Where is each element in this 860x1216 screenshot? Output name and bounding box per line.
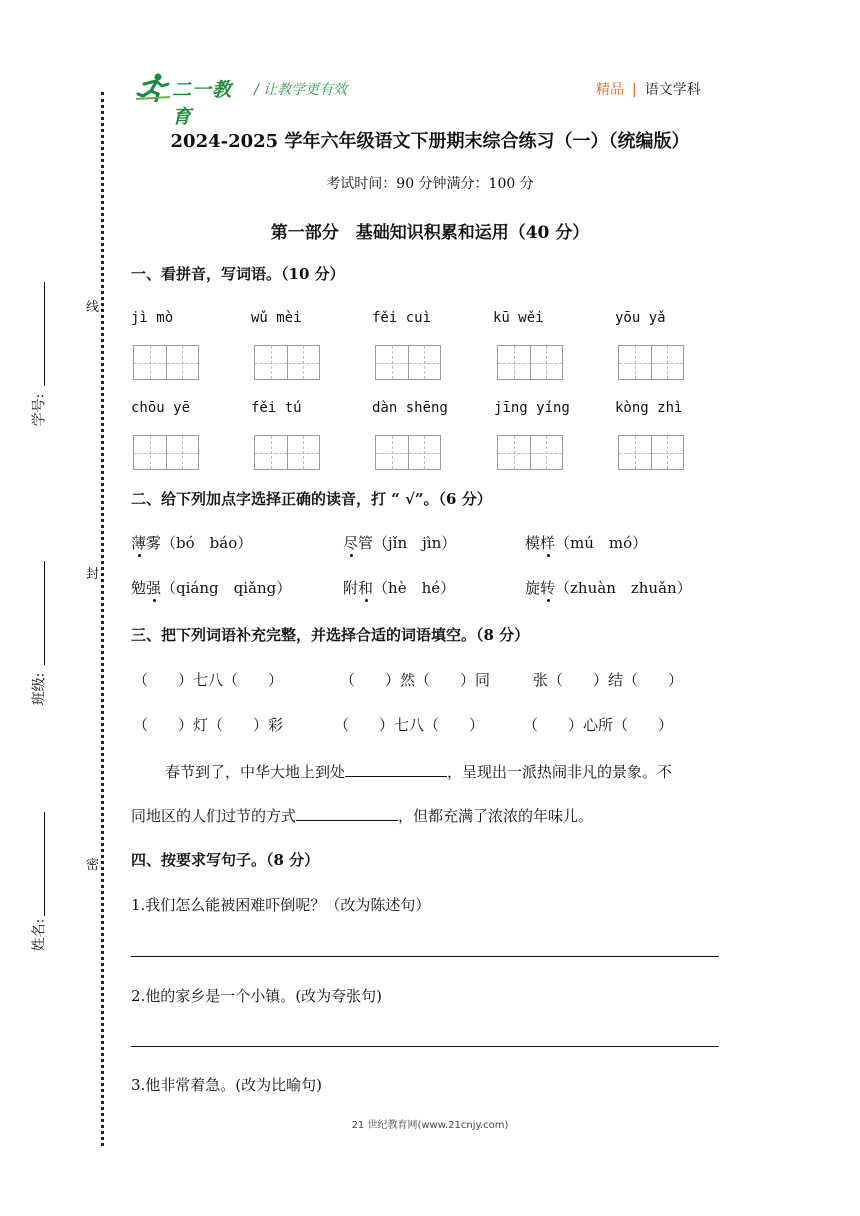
pinyin-2-1: chōu yē [131, 400, 191, 416]
writing-grid[interactable] [133, 345, 199, 380]
student-id-label: 学号: [31, 393, 48, 427]
reading-item[interactable]: 旋转（zhuàn zhuǎn） [525, 579, 692, 597]
writing-grid[interactable] [618, 435, 684, 470]
pinyin-1-2: wǔ mèi [251, 310, 302, 326]
reading-item[interactable]: 勉强（qiáng qiǎng） [131, 579, 292, 597]
page-footer: 21 世纪教育网(www.21cnjy.com) [351, 1120, 509, 1131]
section-3-heading: 三、把下列词语补充完整，并选择合适的词语填空。（8 分） [131, 626, 530, 644]
pinyin-1-3: fěi cuì [372, 310, 432, 326]
page-subtitle: 考试时间：90 分钟满分：100 分 [326, 176, 534, 192]
reading-item[interactable]: 附和（hè hé） [343, 579, 456, 597]
pinyin-2-2: fěi tú [251, 400, 302, 416]
idiom-fill[interactable]: （ ）心所（ ） [523, 716, 674, 734]
answer-line-1[interactable] [131, 956, 719, 957]
logo [136, 72, 246, 128]
pinyin-2-4: jīng yíng [494, 400, 570, 416]
question-3: 3.他非常着急。(改为比喻句) [131, 1076, 323, 1094]
name-line[interactable] [44, 812, 45, 916]
pinyin-1-1: jì mò [131, 310, 174, 326]
dotted-char: 样 [540, 534, 556, 552]
answer-blank-2[interactable] [296, 804, 398, 821]
reading-item[interactable]: 薄雾（bó báo） [131, 534, 253, 552]
fill-paragraph-line-2: 同地区的人们过节的方式 ，但都充满了浓浓的年味儿。 [131, 804, 593, 826]
writing-grid[interactable] [497, 345, 563, 380]
dotted-char: 强 [146, 579, 162, 597]
header-separator: | [632, 82, 637, 98]
idiom-fill[interactable]: （ ）七八（ ） [334, 716, 485, 734]
header-label-a: 精品 [596, 82, 624, 98]
section-1-heading: 一、看拼音，写词语。（10 分） [131, 265, 345, 283]
section-4-heading: 四、按要求写句子。（8 分） [131, 851, 320, 869]
writing-grid[interactable] [618, 345, 684, 380]
binding-word-line: 线 [86, 296, 99, 315]
idiom-fill[interactable]: （ ）七八（ ） [133, 671, 284, 689]
pinyin-2-3: dàn shēng [372, 400, 448, 416]
writing-grid[interactable] [375, 345, 441, 380]
idiom-fill[interactable]: 张（ ）结（ ） [533, 671, 684, 689]
writing-grid[interactable] [133, 435, 199, 470]
binding-word-seal: 封 [86, 563, 99, 582]
answer-blank-1[interactable] [345, 760, 447, 777]
reading-item[interactable]: 模样（mú mó） [525, 534, 648, 552]
answer-line-2[interactable] [131, 1046, 719, 1047]
pinyin-2-5: kòng zhì [615, 400, 683, 416]
dotted-char: 薄 [131, 534, 147, 552]
part-heading: 第一部分 基础知识积累和运用（40 分） [270, 223, 590, 243]
name-label: 姓名: [31, 918, 48, 952]
dotted-char: 尽 [343, 534, 359, 552]
binding-word-secret: 密 [86, 854, 99, 873]
header-right [596, 79, 701, 99]
section-2-heading: 二、给下列加点字选择正确的读音，打 “ √”。（6 分） [131, 490, 492, 508]
header-label-b: 语文学科 [644, 82, 701, 98]
slogan: / 让教学更有效 [254, 82, 348, 98]
idiom-fill[interactable]: （ ）然（ ）同 [340, 671, 491, 689]
running-man-icon [136, 72, 172, 102]
question-2: 2.他的家乡是一个小镇。(改为夸张句) [131, 987, 383, 1005]
pinyin-1-5: yōu yǎ [615, 310, 666, 326]
writing-grid[interactable] [375, 435, 441, 470]
page-title: 2024-2025 学年六年级语文下册期末综合练习（一）（统编版） [170, 131, 690, 152]
writing-grid[interactable] [254, 435, 320, 470]
student-id-line[interactable] [44, 282, 45, 386]
dotted-char: 转 [540, 579, 556, 597]
reading-item[interactable]: 尽管（jǐn jìn） [343, 534, 457, 552]
pinyin-1-4: kū wěi [493, 310, 544, 326]
dotted-char: 和 [358, 579, 374, 597]
fill-paragraph-line-1: 春节到了，中华大地上到处 ，呈现出一派热闹非凡的景象。不 [165, 760, 672, 782]
question-1: 1.我们怎么能被困难吓倒呢？（改为陈述句） [131, 896, 431, 914]
class-line[interactable] [44, 561, 45, 665]
writing-grid[interactable] [254, 345, 320, 380]
idiom-fill[interactable]: （ ）灯（ ）彩 [133, 716, 284, 734]
writing-grid[interactable] [497, 435, 563, 470]
logo-text: 二一教育 [172, 79, 233, 128]
binding-dotted-line [101, 92, 104, 1146]
class-label: 班级: [31, 672, 48, 706]
